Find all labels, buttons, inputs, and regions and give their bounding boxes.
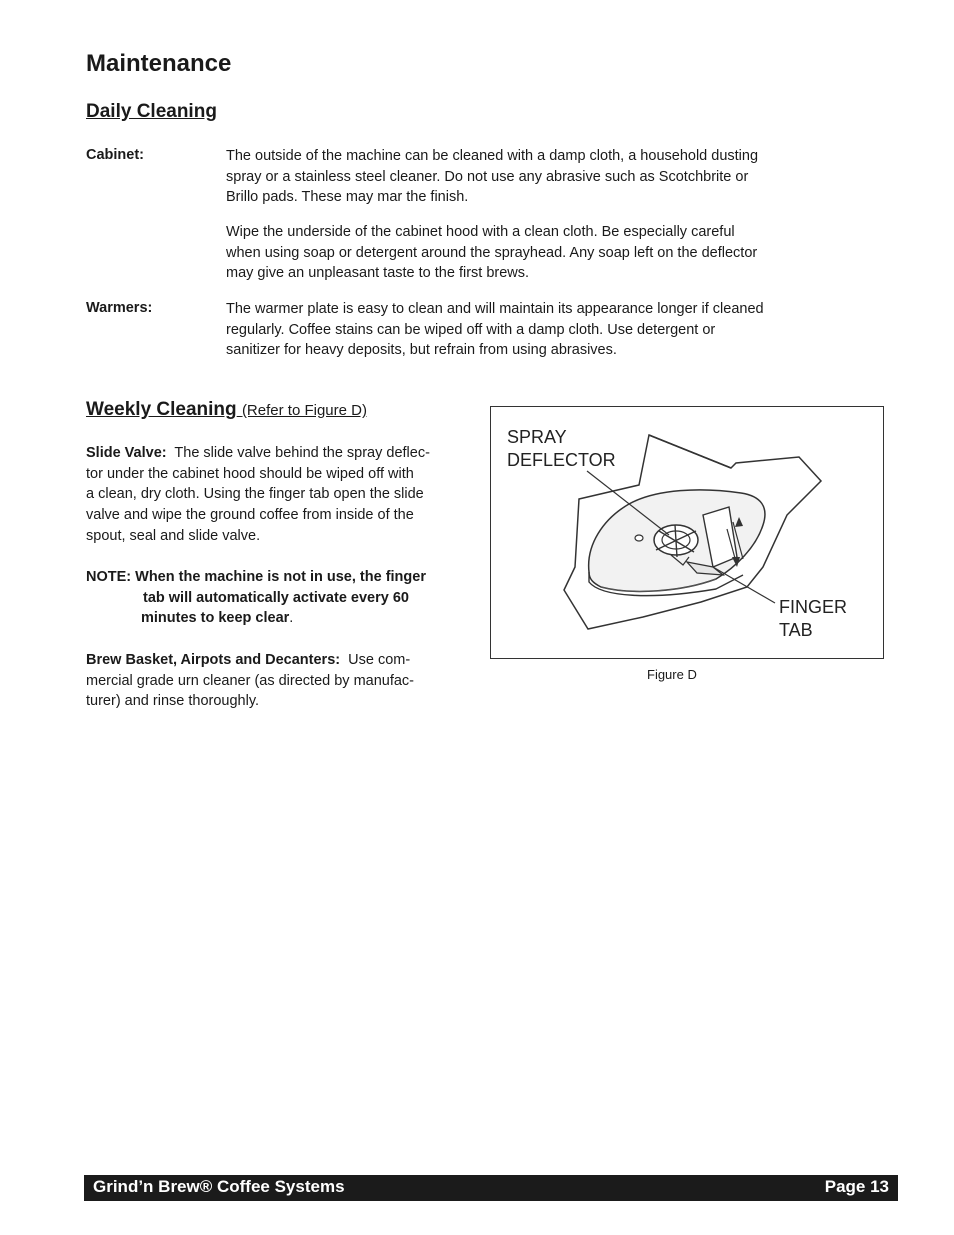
text-line: sanitizer for heavy deposits, but refrain from using abrasives. — [226, 342, 617, 359]
note-line: tab will automatically activate every 60 — [143, 589, 409, 606]
figure-caption: Figure D — [647, 667, 697, 682]
text-line: valve and wipe the ground coffee from inside of the — [86, 507, 414, 524]
label-line: TAB — [779, 620, 813, 640]
label-line: DEFLECTOR — [507, 450, 616, 470]
weekly-cleaning-heading — [86, 399, 367, 421]
figure-reference: (Refer to Figure D) — [241, 402, 367, 419]
daily-cleaning-heading: Daily Cleaning — [86, 101, 217, 122]
label-line: SPRAY — [507, 427, 567, 447]
figure-d-frame — [490, 406, 884, 659]
note-period: . — [289, 610, 294, 627]
text-line: Brillo pads. These may mar the finish. — [226, 189, 469, 206]
text-line: tor under the cabinet hood should be wiped off with — [86, 465, 414, 482]
cabinet-paragraph-2 — [226, 222, 826, 284]
text-line: regularly. Coffee stains can be wiped off with a damp cloth. Use detergent or — [226, 321, 716, 338]
text-line: Use com- — [348, 652, 411, 668]
text-line: turer) and rinse thoroughly. — [86, 693, 260, 710]
page-title: Maintenance — [86, 50, 232, 77]
text-line: The outside of the machine can be cleaned with a damp cloth, a household dusting — [226, 148, 759, 164]
text-line: may give an unpleasant taste to the first brews. — [226, 265, 530, 282]
footer-product-name: Grind’n Brew® Coffee Systems — [93, 1177, 345, 1196]
note-line: minutes to keep clear — [141, 610, 290, 627]
note-paragraph — [86, 567, 466, 629]
text-line: mercial grade urn cleaner (as directed by manufac- — [86, 672, 415, 689]
deflector-hole — [635, 535, 643, 541]
cabinet-label: Cabinet: — [86, 147, 144, 163]
text-line: The warmer plate is easy to clean and will maintain its appearance longer if cleaned — [226, 301, 764, 317]
text-line: spray or a stainless steel cleaner. Do not use any abrasive such as Scotchbrite or — [226, 168, 749, 185]
text-line: when using soap or detergent around the sprayhead. Any soap left on the deflector — [226, 244, 758, 261]
warmers-label: Warmers: — [86, 300, 153, 316]
warmers-paragraph — [226, 299, 826, 361]
page-footer — [84, 1175, 898, 1201]
cabinet-paragraph-1 — [226, 146, 826, 208]
note-line: NOTE: When the machine is not in use, the finger — [86, 569, 426, 585]
text-line: The slide valve behind the spray deflec- — [174, 445, 430, 461]
page-number: Page 13 — [824, 1177, 889, 1196]
spray-deflector-label — [507, 426, 616, 472]
slide-valve-paragraph — [86, 443, 466, 547]
text-line: spout, seal and slide valve. — [86, 527, 261, 544]
weekly-heading-text: Weekly Cleaning — [86, 399, 237, 420]
brew-basket-label: Brew Basket, Airpots and Decanters: — [86, 652, 341, 668]
slide-valve-label: Slide Valve: — [86, 445, 167, 461]
text-line: Wipe the underside of the cabinet hood with a clean cloth. Be especially careful — [226, 224, 735, 240]
text-line: a clean, dry cloth. Using the finger tab open the slide — [86, 486, 424, 503]
label-line: FINGER — [779, 597, 848, 617]
brew-basket-paragraph — [86, 650, 466, 712]
finger-tab-label — [779, 596, 847, 642]
